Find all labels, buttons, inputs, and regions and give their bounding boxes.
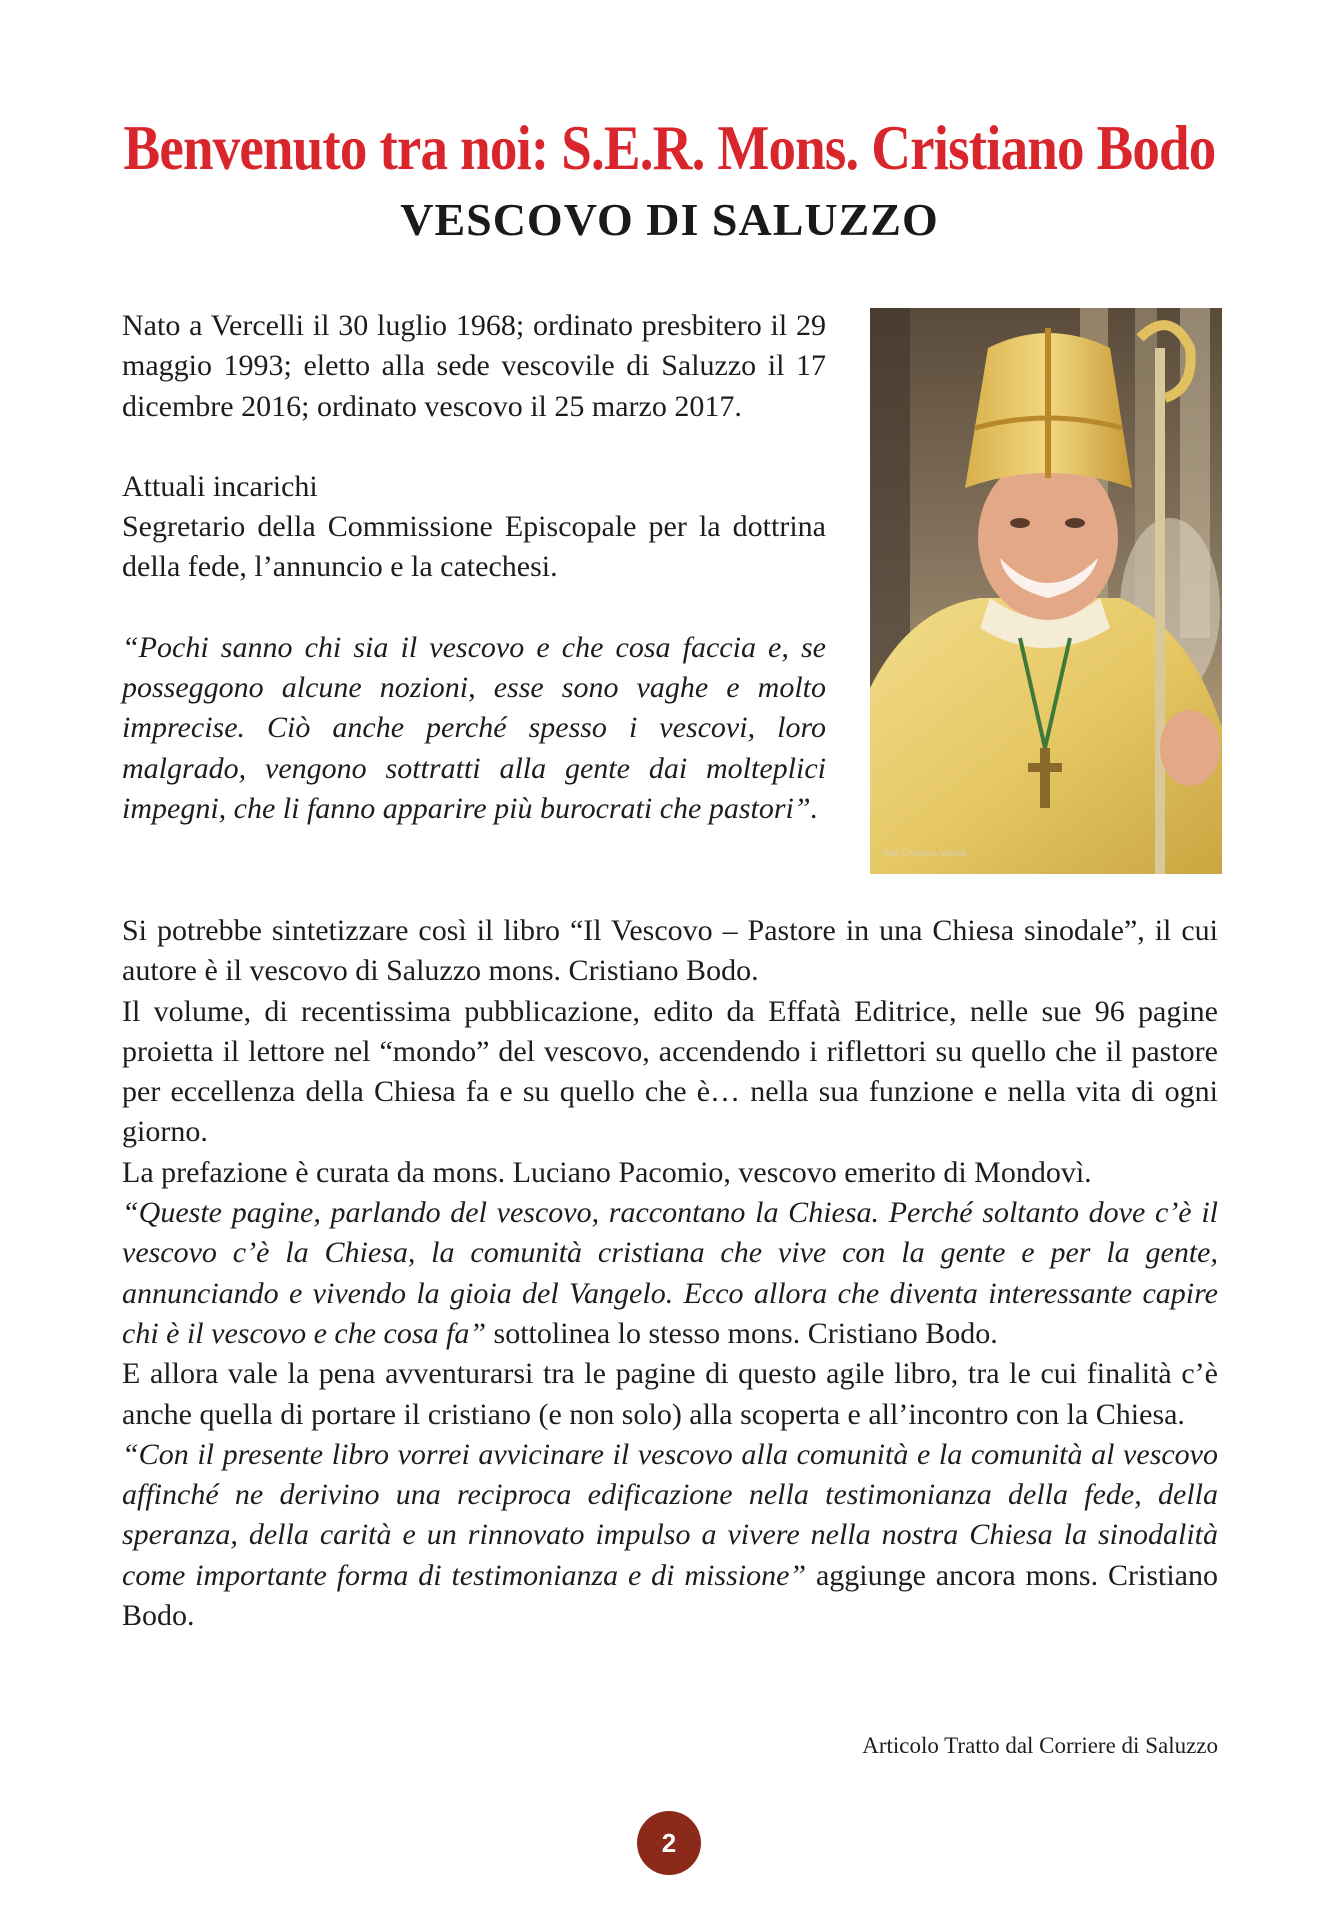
intro-column [122, 306, 826, 829]
body-paragraph-5: E allora vale la pena avventurarsi tra le pagine di questo agile libro, tra le cui finalità c’è anche quella di portare il cristiano (e non solo) alla scoperta e all’incontro con la Chiesa. [122, 1357, 1218, 1431]
intro-quote: “Pochi sanno chi sia il vescovo e che cosa faccia e, se posseggono alcune nozioni, esse sono vaghe e molto imprecise. Ciò anche perché spesso i vescovi, loro malgrado, vengono sottratti alla gente dai molteplici impegni, che li fanno apparire più burocrati che pastori”. [122, 630, 826, 825]
page-title: Benvenuto tra noi: S.E.R. Mons. Cristiano Bodo [123, 112, 1216, 183]
page-subtitle: VESCOVO DI SALUZZO [400, 194, 939, 245]
body-paragraph-4 [122, 1193, 1218, 1354]
body-paragraph-1: Si potrebbe sintetizzare così il libro “Il Vescovo – Pastore in una Chiesa sinodale”, il cui autore è il vescovo di Saluzzo mons. Cristiano Bodo. [122, 914, 1218, 988]
body-paragraph-2: Il volume, di recentissima pubblicazione, edito da Effatà Editrice, nelle sue 96 pagine proietta il lettore nel “mondo” del vescovo, accendendo i riflettori su quello che il pastore per eccellenza della Chiesa fa e su quello che è… nella sua funzione e nella vita di ogni giorno. [122, 994, 1218, 1149]
bishop-photo [870, 308, 1222, 874]
quote-attribution-1: sottolinea lo stesso mons. Cristiano Bodo. [486, 1316, 998, 1350]
quote-bodo: “Con il presente libro vorrei avvicinare il vescovo alla comunità e la comunità al vescovo affinché ne derivino una reciproca edificazione nella testimonianza della fede, della speranza, della carità e un rinnovato impulso a vivere nella nostra Chiesa la sinodalità come importante forma di testimonianza e di missione” [122, 1437, 1218, 1592]
body-paragraph-3: La prefazione è curata da mons. Luciano Pacomio, vescovo emerito di Mondovì. [122, 1155, 1092, 1189]
photo-credit: foto Cristiano Vassia [884, 848, 966, 858]
roles-paragraph: Segretario della Commissione Episcopale per la dottrina della fede, l’annuncio e la catechesi. [122, 510, 826, 584]
article-body [122, 911, 1218, 1636]
bio-paragraph: Nato a Vercelli il 30 luglio 1968; ordinato presbitero il 29 maggio 1993; eletto alla sede vescovile di Saluzzo il 17 dicembre 2016; ordinato vescovo il 25 marzo 2017. [122, 309, 826, 423]
body-paragraph-6 [122, 1435, 1218, 1636]
quote-attribution-2: aggiunge ancora mons. Cristiano Bodo. [122, 1558, 1218, 1633]
roles-heading: Attuali incarichi [122, 469, 318, 503]
page-number-badge: 2 [637, 1811, 701, 1875]
quote-pacomio: “Queste pagine, parlando del vescovo, raccontano la Chiesa. Perché soltanto dove c’è il vescovo c’è la Chiesa, la comunità cristiana che vive con la gente e per la gente, annunciando e vivendo la gioia del Vangelo. Ecco allora che diventa interessante capire chi è il vescovo e che cosa fa” [122, 1196, 1218, 1350]
article-source: Articolo Tratto dal Corriere di Saluzzo [862, 1733, 1218, 1758]
